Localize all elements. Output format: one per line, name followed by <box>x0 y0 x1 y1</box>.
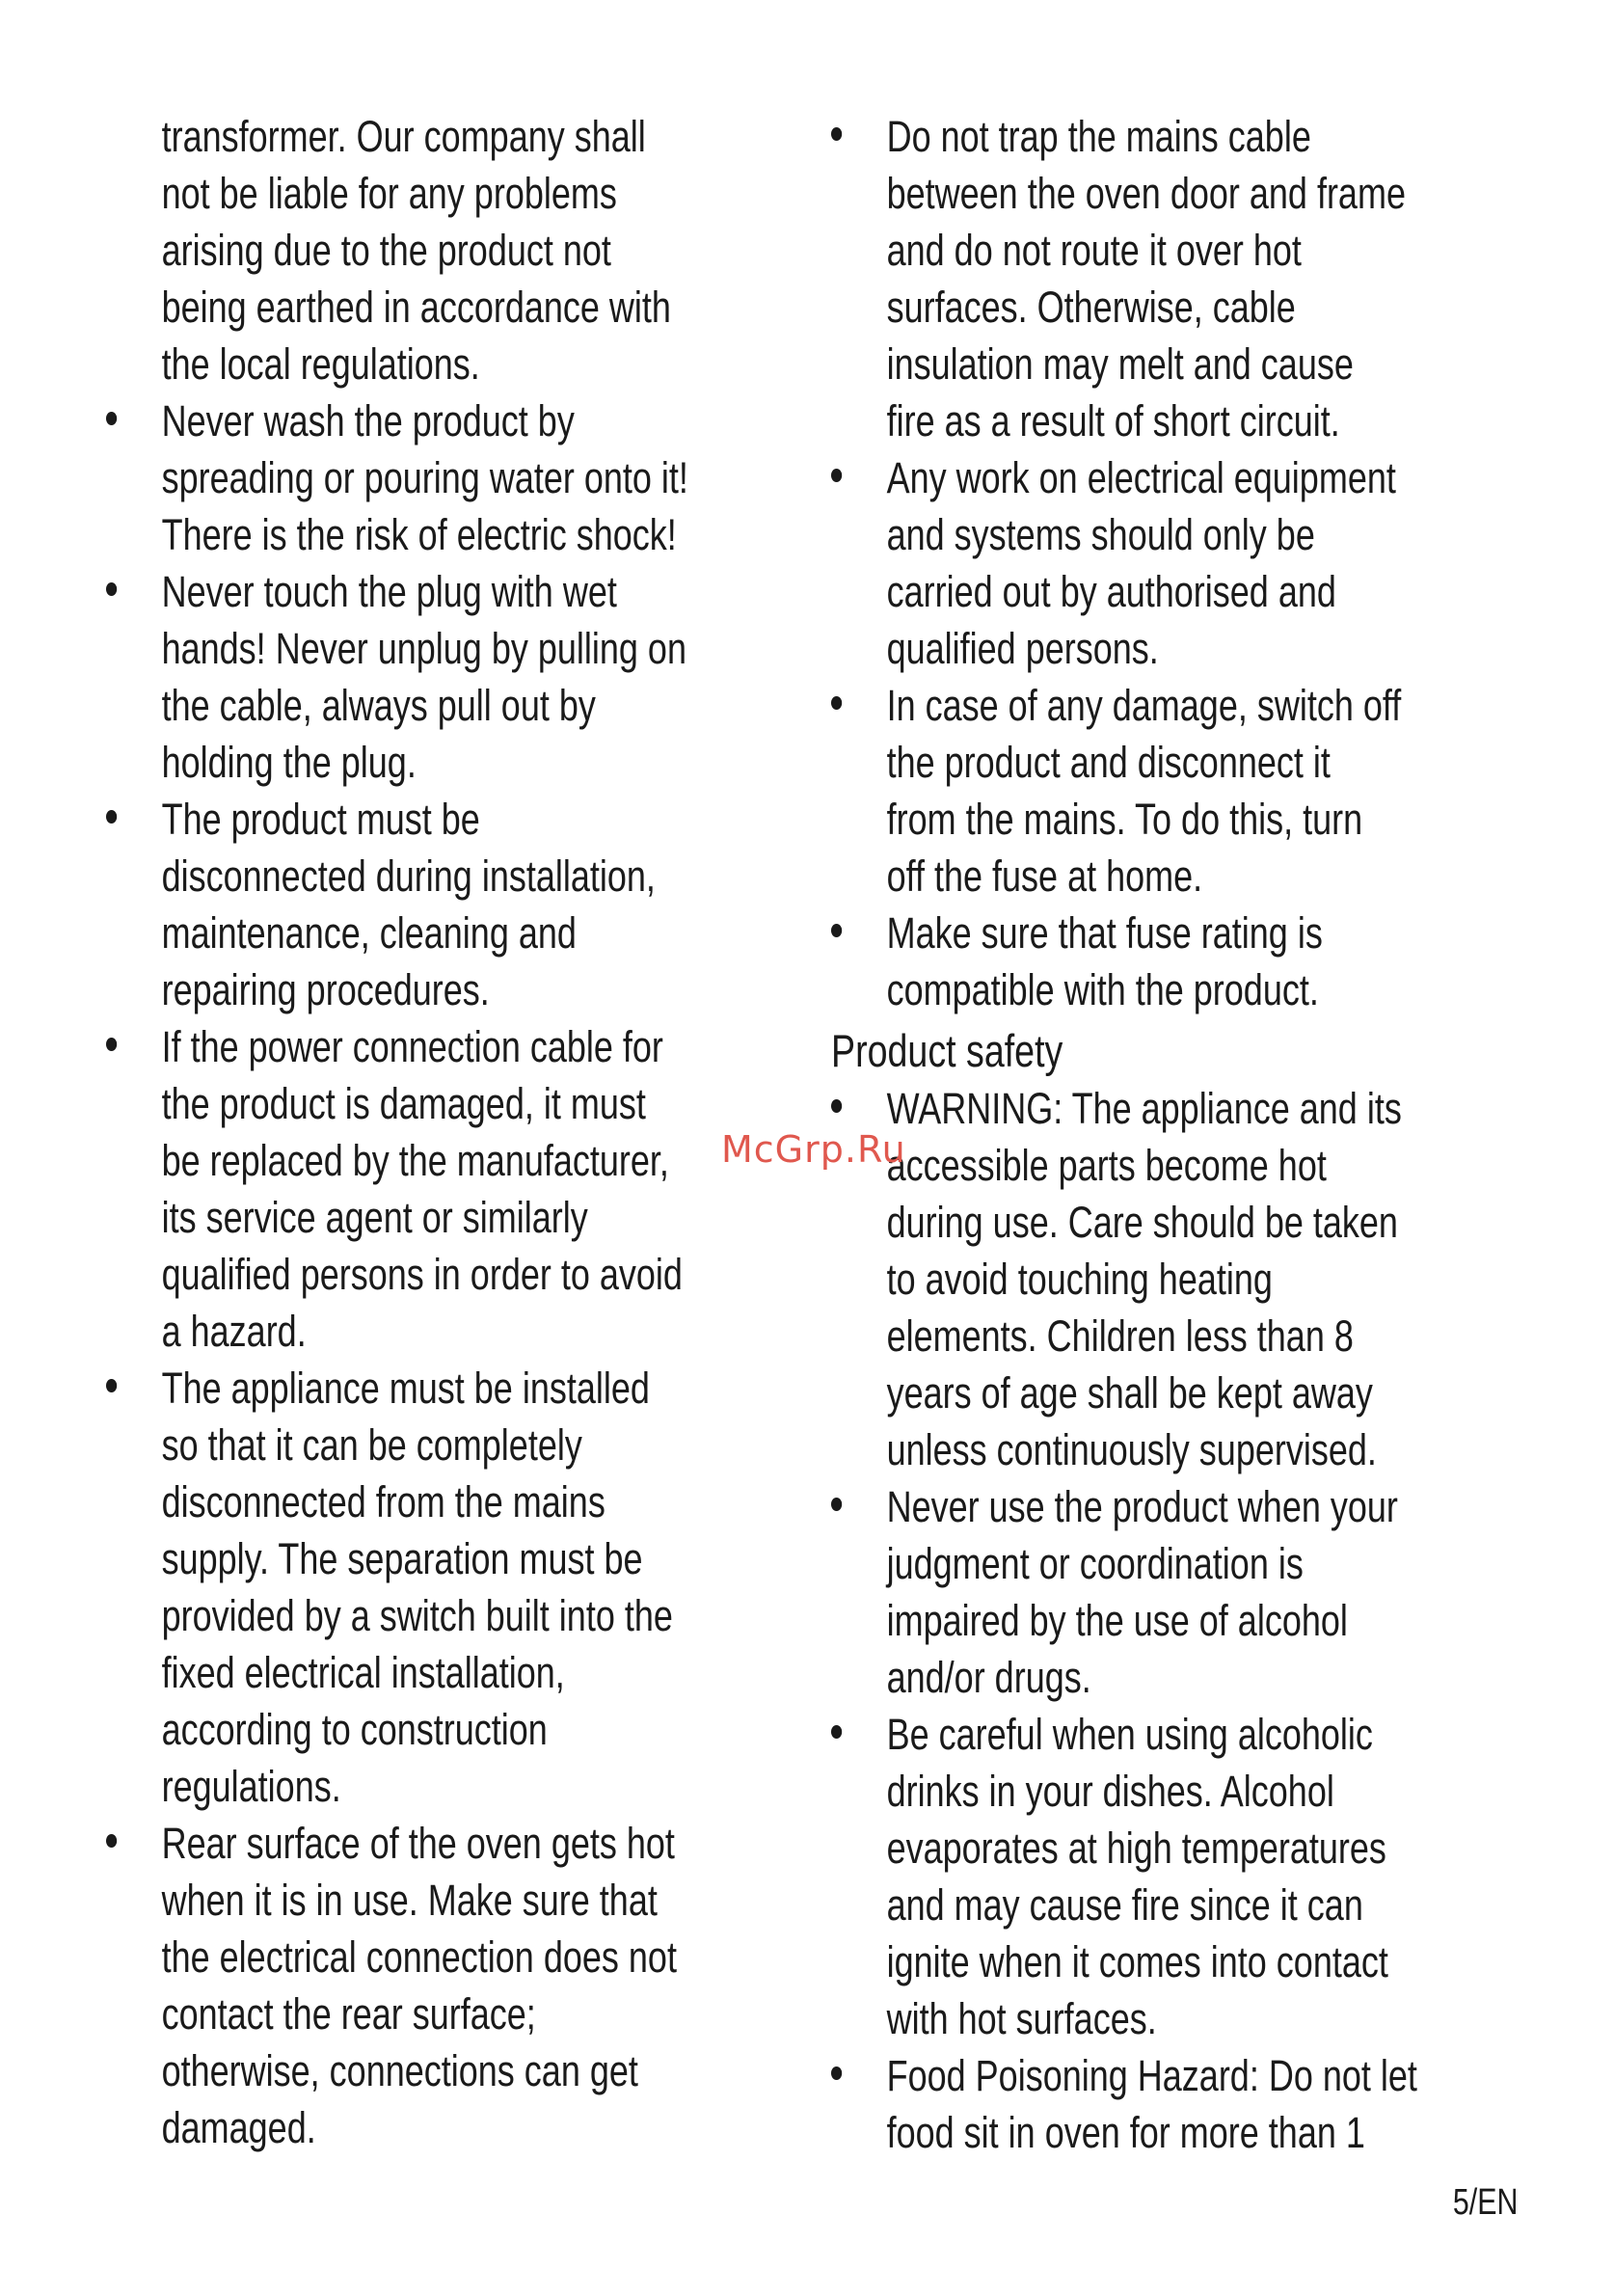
bullet-icon <box>831 2066 842 2080</box>
text-line: Never wash the product by <box>161 396 575 446</box>
text-line: In case of any damage, switch off <box>886 681 1402 730</box>
bullet-icon <box>831 1099 842 1113</box>
text-line: Rear surface of the oven gets hot <box>161 1819 675 1868</box>
text-line: Do not trap the mains cable <box>886 112 1311 161</box>
left-bullet-list <box>106 392 800 2156</box>
bullet-item <box>831 1080 1402 1478</box>
bullet-item <box>106 1815 677 2156</box>
right-bullet-list-top <box>831 108 1525 1018</box>
text-line: food sit in oven for more than 1 <box>886 2108 1365 2157</box>
text-line: ignite when it comes into contact <box>886 1937 1388 1986</box>
watermark: McGrp.Ru <box>721 1128 906 1171</box>
text-line: Make sure that fuse rating is <box>886 908 1323 958</box>
bullet-item <box>106 563 686 791</box>
bullet-icon <box>106 1834 117 1848</box>
text-line: be replaced by the manufacturer, <box>161 1136 669 1185</box>
bullet-icon <box>106 1038 117 1051</box>
text-line: to avoid touching heating <box>886 1255 1273 1304</box>
text-line: contact the rear surface; <box>161 1989 536 2039</box>
bullet-item <box>831 1478 1398 1706</box>
text-line: disconnected from the mains <box>161 1477 605 1526</box>
text-line: transformer. Our company shall <box>161 112 646 161</box>
text-line: damaged. <box>161 2103 316 2152</box>
text-line: Food Poisoning Hazard: Do not let <box>886 2051 1417 2100</box>
text-line: the product and disconnect it <box>886 738 1331 787</box>
bullet-item <box>831 2047 1417 2161</box>
text-line: not be liable for any problems <box>161 169 617 218</box>
text-line: Any work on electrical equipment <box>886 453 1396 502</box>
bullet-icon <box>831 1498 842 1511</box>
text-line: Be careful when using alcoholic <box>886 1710 1373 1759</box>
text-line: the cable, always pull out by <box>161 681 596 730</box>
bullet-item <box>831 449 1396 677</box>
text-line: If the power connection cable for <box>161 1022 663 1071</box>
text-line: and systems should only be <box>886 510 1315 559</box>
bullet-item <box>831 1706 1386 2047</box>
bullet-icon <box>831 696 842 710</box>
text-line: and may cause fire since it can <box>886 1880 1363 1930</box>
right-bullet-list-bottom <box>831 1080 1525 2161</box>
text-line: insulation may melt and cause <box>886 339 1354 389</box>
text-line: WARNING: The appliance and its <box>886 1084 1402 1133</box>
bullet-item <box>831 108 1406 449</box>
text-line: hands! Never unplug by pulling on <box>161 624 686 673</box>
text-line: unless continuously supervised. <box>886 1425 1377 1474</box>
text-line: elements. Children less than 8 <box>886 1311 1354 1361</box>
right-column <box>831 108 1525 2161</box>
text-line: compatible with the product. <box>886 965 1319 1014</box>
text-line: arising due to the product not <box>161 226 611 275</box>
text-line: when it is in use. Make sure that <box>161 1876 658 1925</box>
text-line: years of age shall be kept away <box>886 1368 1373 1418</box>
section-heading: Product safety <box>831 1025 1063 1076</box>
text-line: the local regulations. <box>161 339 480 389</box>
bullet-item <box>106 1018 683 1360</box>
bullet-icon <box>106 582 117 596</box>
bullet-icon <box>831 1725 842 1739</box>
bullet-item <box>831 905 1386 1018</box>
text-line: judgment or coordination is <box>886 1539 1304 1588</box>
text-line: from the mains. To do this, turn <box>886 795 1363 844</box>
text-line: The appliance must be installed <box>161 1364 650 1413</box>
text-line: during use. Care should be taken <box>886 1198 1398 1247</box>
text-line: Never touch the plug with wet <box>161 567 617 616</box>
text-line: There is the risk of electric shock! <box>161 510 677 559</box>
page-number: 5/EN <box>1452 2182 1518 2223</box>
bullet-item <box>106 791 661 1018</box>
text-line: drinks in your dishes. Alcohol <box>886 1767 1334 1816</box>
text-line: holding the plug. <box>161 738 417 787</box>
text-line: fire as a result of short circuit. <box>886 396 1340 446</box>
bullet-icon <box>106 1379 117 1392</box>
text-line: fixed electrical installation, <box>161 1648 565 1697</box>
bullet-icon <box>831 924 842 937</box>
text-line: spreading or pouring water onto it! <box>161 453 688 502</box>
bullet-icon <box>831 127 842 141</box>
text-line: The product must be <box>161 795 480 844</box>
text-line: between the oven door and frame <box>886 169 1406 218</box>
text-line: regulations. <box>161 1762 341 1811</box>
continuation-paragraph <box>106 108 671 392</box>
bullet-icon <box>106 810 117 824</box>
left-column <box>106 108 800 2156</box>
text-line: with hot surfaces. <box>886 1994 1157 2043</box>
text-line: otherwise, connections can get <box>161 2046 638 2095</box>
bullet-item <box>831 677 1402 905</box>
text-line: impaired by the use of alcohol <box>886 1596 1348 1645</box>
bullet-item <box>106 1360 673 1815</box>
text-line: and/or drugs. <box>886 1653 1091 1702</box>
text-line: a hazard. <box>161 1307 307 1356</box>
text-line: qualified persons. <box>886 624 1159 673</box>
text-line: supply. The separation must be <box>161 1534 643 1583</box>
text-line: Never use the product when your <box>886 1482 1398 1531</box>
bullet-item <box>106 392 688 563</box>
text-line: and do not route it over hot <box>886 226 1302 275</box>
text-line: qualified persons in order to avoid <box>161 1250 683 1299</box>
text-line: disconnected during installation, <box>161 851 656 901</box>
text-line: provided by a switch built into the <box>161 1591 673 1640</box>
text-line: off the fuse at home. <box>886 851 1203 901</box>
text-line: surfaces. Otherwise, cable <box>886 283 1296 332</box>
text-line: accessible parts become hot <box>886 1141 1327 1190</box>
text-line: repairing procedures. <box>161 965 490 1014</box>
text-line: evaporates at high temperatures <box>886 1823 1386 1873</box>
text-line: carried out by authorised and <box>886 567 1336 616</box>
text-line: according to construction <box>161 1705 548 1754</box>
text-line: its service agent or similarly <box>161 1193 588 1242</box>
text-line: so that it can be completely <box>161 1420 582 1470</box>
text-line: the electrical connection does not <box>161 1932 677 1982</box>
bullet-icon <box>831 469 842 482</box>
text-line: the product is damaged, it must <box>161 1079 646 1128</box>
bullet-icon <box>106 412 117 425</box>
text-line: being earthed in accordance with <box>161 283 671 332</box>
text-line: maintenance, cleaning and <box>161 908 577 958</box>
